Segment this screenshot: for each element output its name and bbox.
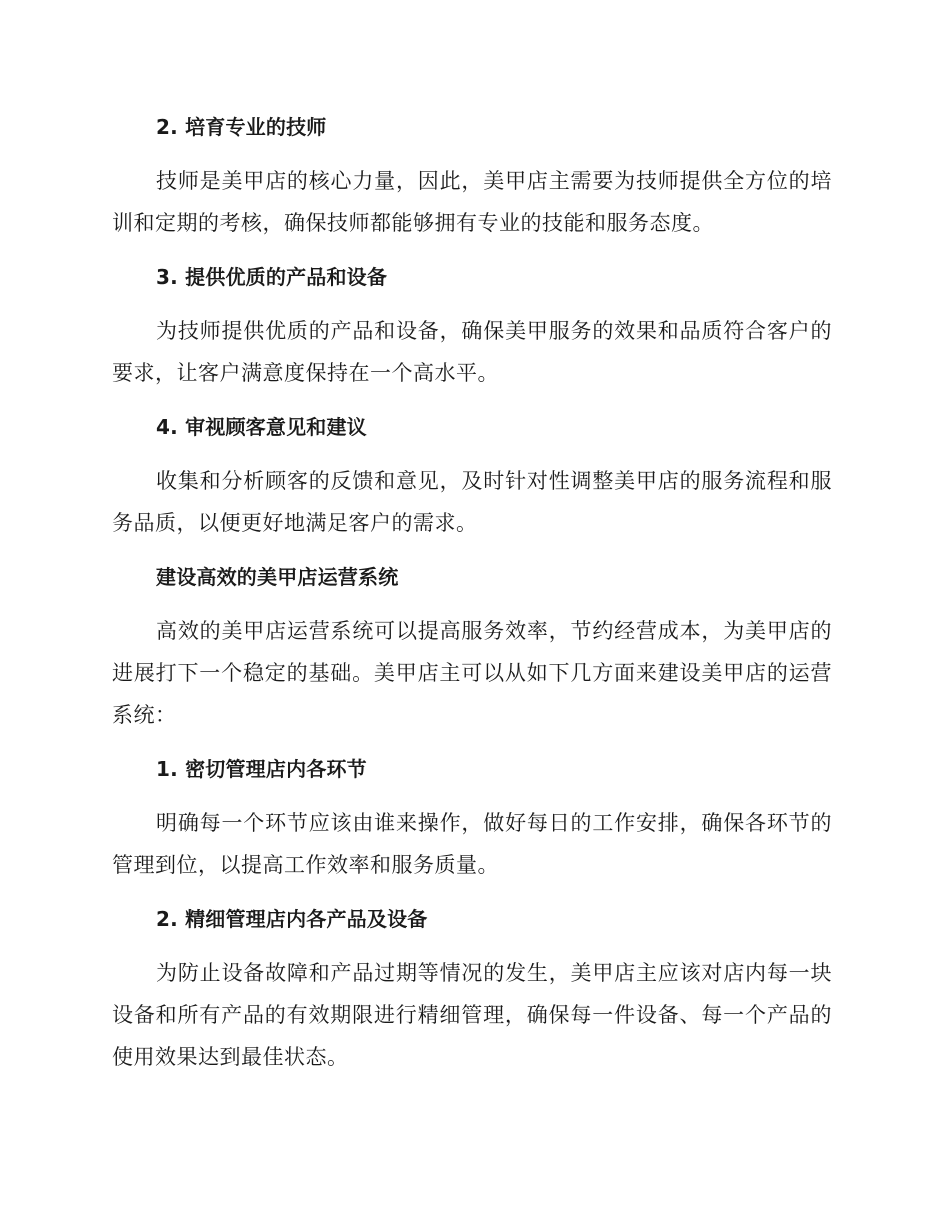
- paragraph-quality-products: 为技师提供优质的产品和设备，确保美甲服务的效果和品质符合客户的要求，让客户满意度保持在一个高水平。: [112, 319, 832, 385]
- document-page: [112, 106, 832, 1078]
- section-heading-manage-stages: 1. 密切管理店内各环节: [156, 757, 367, 781]
- paragraph-operation-system: 高效的美甲店运营系统可以提高服务效率，节约经营成本，为美甲店的进展打下一个稳定的基础。美甲店主可以从如下几方面来建设美甲店的运营系统：: [112, 619, 832, 727]
- section-heading-customer-feedback: 4. 审视顾客意见和建议: [156, 415, 367, 439]
- paragraph-manage-equipment: 为防止设备故障和产品过期等情况的发生，美甲店主应该对店内每一块设备和所有产品的有效期限进行精细管理，确保每一件设备、每一个产品的使用效果达到最佳状态。: [112, 961, 832, 1069]
- paragraph-customer-feedback: 收集和分析顾客的反馈和意见，及时针对性调整美甲店的服务流程和服务品质，以便更好地满足客户的需求。: [112, 469, 832, 535]
- section-heading-quality-products: 3. 提供优质的产品和设备: [156, 265, 388, 289]
- paragraph-manage-stages: 明确每一个环节应该由谁来操作，做好每日的工作安排，确保各环节的管理到位，以提高工作效率和服务质量。: [112, 811, 832, 877]
- paragraph-train-technicians: 技师是美甲店的核心力量，因此，美甲店主需要为技师提供全方位的培训和定期的考核，确保技师都能够拥有专业的技能和服务态度。: [112, 169, 832, 235]
- section-heading-operation-system: 建设高效的美甲店运营系统: [156, 565, 399, 589]
- section-heading-manage-equipment: 2. 精细管理店内各产品及设备: [156, 907, 428, 931]
- section-heading-train-technicians: 2. 培育专业的技师: [156, 115, 327, 139]
